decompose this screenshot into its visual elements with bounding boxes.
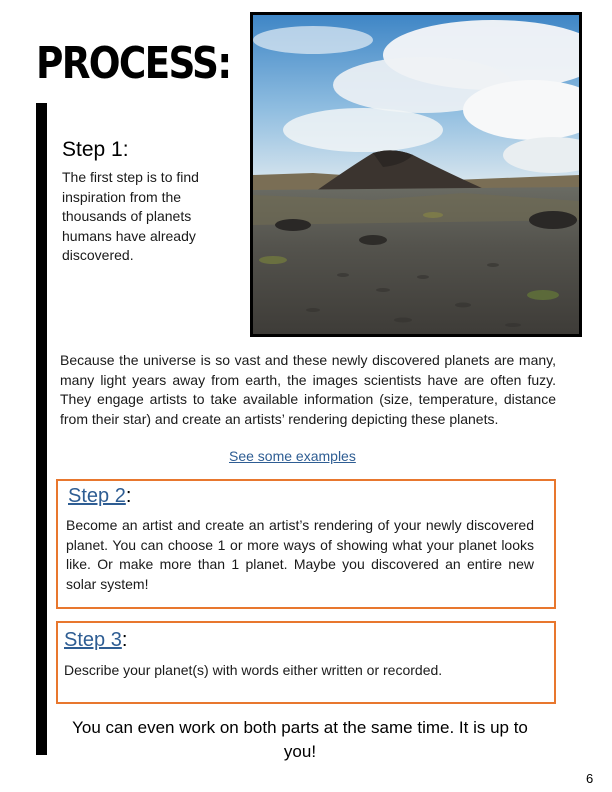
page-title: PROCESS: — [36, 38, 231, 89]
see-examples-link[interactable]: See some examples — [229, 448, 356, 464]
step-1-description: The first step is to find inspiration from the thousands of planets humans have already discovered. — [62, 169, 199, 263]
landscape-illustration — [253, 15, 579, 334]
step-2-link[interactable]: Step 2 — [68, 485, 126, 507]
page-number: 6 — [586, 771, 594, 786]
step-3-colon: : — [121, 629, 128, 651]
step-3-box — [56, 621, 556, 704]
step-2-heading — [68, 485, 131, 508]
step-1-heading: Step 1: — [62, 138, 129, 161]
step-3-heading — [64, 629, 127, 652]
step-2-description: Become an artist and create an artist’s rendering of your newly discovered planet. You can choose 1 or more ways of showing what your planet looks like. Or make more than 1 planet. Maybe you discovered an entire new solar system! — [66, 517, 534, 592]
closing-note: You can even work on both parts at the same time. It is up to you! — [72, 718, 528, 761]
step-2-colon: : — [125, 485, 132, 507]
intro-paragraph: Because the universe is so vast and these newly discovered planets are many, many light years away from earth, the images scientists have are often fuzy. They engage artists to take available information (size, temperature, distance from their star) and create an artists’ rendering depicting these planets. — [60, 352, 556, 427]
step-3-description: Describe your planet(s) with words either written or recorded. — [64, 662, 443, 678]
step-3-link[interactable]: Step 3 — [64, 629, 122, 651]
step-2-box — [56, 479, 556, 609]
sidebar-accent-bar — [36, 103, 47, 755]
volcanic-landscape-photo — [250, 12, 582, 337]
